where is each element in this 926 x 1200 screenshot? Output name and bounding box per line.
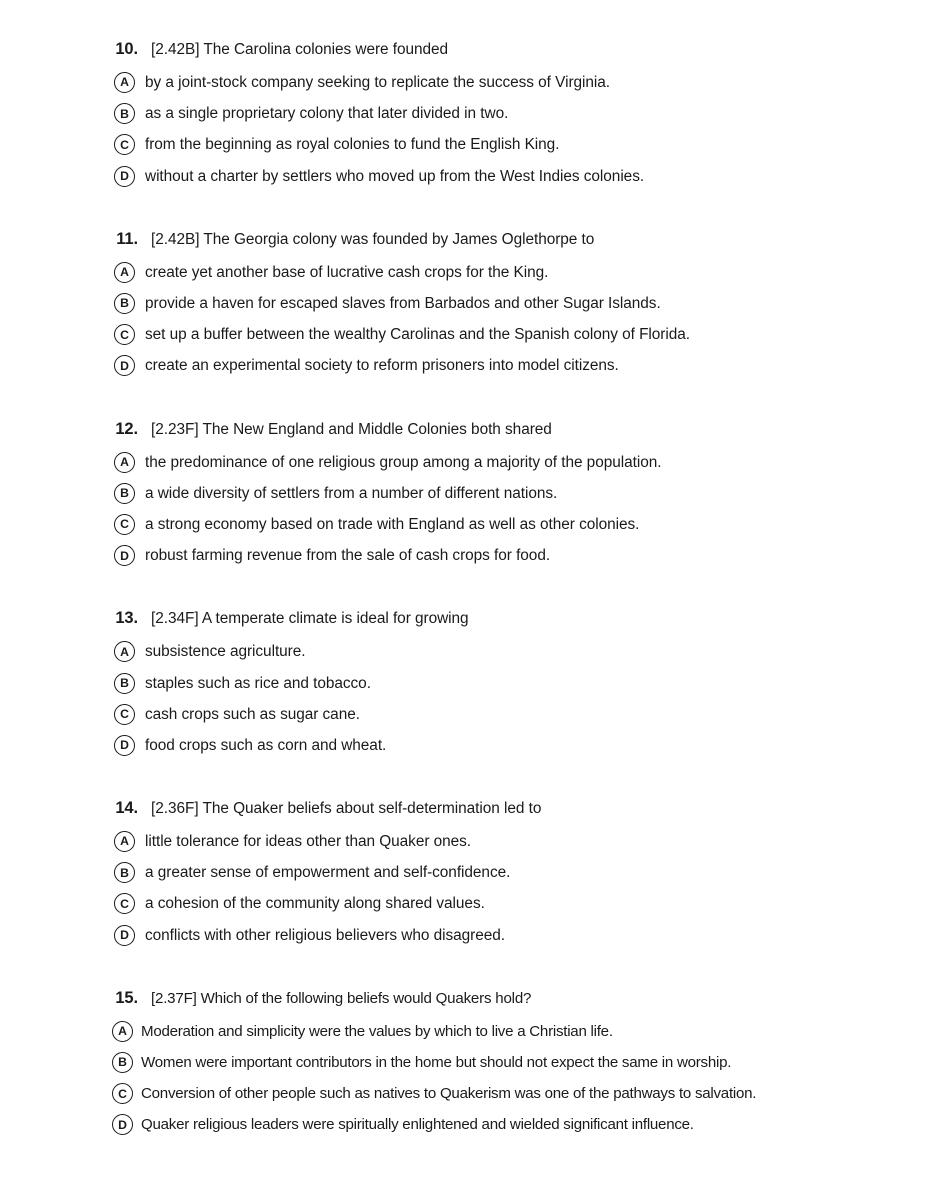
option-letter-circle[interactable]: D xyxy=(114,545,135,566)
option-letter-circle[interactable]: D xyxy=(114,925,135,946)
answer-option[interactable] xyxy=(104,540,866,571)
answer-option[interactable] xyxy=(104,730,866,761)
answer-option[interactable] xyxy=(104,319,866,350)
option-text[interactable]: Moderation and simplicity were the values by which to live a Christian life. xyxy=(141,1022,613,1040)
answer-option[interactable] xyxy=(104,1047,866,1078)
option-letter-circle[interactable]: B xyxy=(112,1052,133,1073)
option-text[interactable]: the predominance of one religious group among a majority of the population. xyxy=(145,453,662,471)
answer-option[interactable] xyxy=(104,857,866,888)
question-stem-text: [2.37F] Which of the following beliefs would Quakers hold? xyxy=(151,989,532,1007)
question-stem-row xyxy=(104,607,866,630)
option-text[interactable]: provide a haven for escaped slaves from Barbados and other Sugar Islands. xyxy=(145,295,661,313)
question-number: 15. xyxy=(115,988,138,1007)
answer-option[interactable] xyxy=(104,1016,866,1047)
option-letter-circle[interactable]: D xyxy=(114,355,135,376)
question-stem-row xyxy=(104,987,866,1010)
option-letter-circle[interactable]: C xyxy=(114,893,135,914)
question-number: 11. xyxy=(116,229,138,248)
answer-option[interactable] xyxy=(104,350,866,381)
option-text[interactable]: from the beginning as royal colonies to fund the English King. xyxy=(145,136,560,154)
question-block xyxy=(104,797,866,951)
option-letter-circle[interactable]: B xyxy=(114,673,135,694)
answer-option[interactable] xyxy=(104,257,866,288)
option-text[interactable]: food crops such as corn and wheat. xyxy=(145,736,387,754)
option-text[interactable]: a wide diversity of settlers from a number of different nations. xyxy=(145,484,558,502)
option-letter-circle[interactable]: C xyxy=(114,134,135,155)
answer-option[interactable] xyxy=(104,667,866,698)
option-text[interactable]: conflicts with other religious believers who disagreed. xyxy=(145,926,505,944)
answer-option[interactable] xyxy=(104,161,866,192)
question-stem-row xyxy=(104,797,866,820)
option-text[interactable]: as a single proprietary colony that later divided in two. xyxy=(145,105,509,123)
option-letter-circle[interactable]: B xyxy=(114,103,135,124)
option-text[interactable]: a greater sense of empowerment and self-confidence. xyxy=(145,864,511,882)
option-letter-circle[interactable]: D xyxy=(114,735,135,756)
question-block xyxy=(104,607,866,761)
answer-option[interactable] xyxy=(104,920,866,951)
option-text[interactable]: Conversion of other people such as natives to Quakerism was one of the pathways to salvation. xyxy=(141,1085,757,1103)
option-text[interactable]: Quaker religious leaders were spiritually enlightened and wielded significant influence. xyxy=(141,1116,694,1134)
question-stem-text: [2.36F] The Quaker beliefs about self-determination led to xyxy=(151,800,542,817)
option-text[interactable]: set up a buffer between the wealthy Carolinas and the Spanish colony of Florida. xyxy=(145,326,690,344)
question-stem-text: [2.42B] The Georgia colony was founded by James Oglethorpe to xyxy=(151,230,595,248)
question-stem-text: [2.23F] The New England and Middle Colonies both shared xyxy=(151,420,552,438)
option-text[interactable]: by a joint-stock company seeking to replicate the success of Virginia. xyxy=(145,74,611,92)
option-text[interactable]: little tolerance for ideas other than Quaker ones. xyxy=(145,833,472,851)
answer-option[interactable] xyxy=(104,636,866,667)
option-text[interactable]: create yet another base of lucrative cash crops for the King. xyxy=(145,263,549,281)
question-number: 10. xyxy=(115,40,138,58)
answer-option[interactable] xyxy=(104,447,866,478)
option-text[interactable]: staples such as rice and tobacco. xyxy=(145,674,371,692)
question-list xyxy=(104,38,866,1141)
option-letter-circle[interactable]: B xyxy=(114,293,135,314)
answer-option[interactable] xyxy=(104,67,866,98)
option-text[interactable]: a strong economy based on trade with England as well as other colonies. xyxy=(145,515,640,533)
option-text[interactable]: cash crops such as sugar cane. xyxy=(145,705,360,723)
answer-option[interactable] xyxy=(104,1109,866,1140)
option-letter-circle[interactable]: C xyxy=(114,514,135,535)
question-block xyxy=(104,987,866,1141)
answer-option[interactable] xyxy=(104,509,866,540)
option-letter-circle[interactable]: D xyxy=(112,1114,133,1135)
answer-option[interactable] xyxy=(104,129,866,160)
answer-option[interactable] xyxy=(104,478,866,509)
answer-option[interactable] xyxy=(104,98,866,129)
question-block xyxy=(104,38,866,192)
option-text[interactable]: without a charter by settlers who moved up from the West Indies colonies. xyxy=(145,167,645,185)
option-text[interactable]: subsistence agriculture. xyxy=(145,643,306,661)
option-text[interactable]: Women were important contributors in the home but should not expect the same in worship. xyxy=(141,1054,732,1072)
option-letter-circle[interactable]: A xyxy=(114,641,135,662)
option-letter-circle[interactable]: A xyxy=(112,1021,133,1042)
option-text[interactable]: a cohesion of the community along shared values. xyxy=(145,895,485,913)
option-letter-circle[interactable]: B xyxy=(114,483,135,504)
question-block xyxy=(104,228,866,382)
question-stem-row xyxy=(104,228,866,251)
option-letter-circle[interactable]: D xyxy=(114,166,135,187)
question-number: 13. xyxy=(115,609,138,628)
answer-option[interactable] xyxy=(104,1078,866,1109)
question-stem-row xyxy=(104,418,866,441)
option-letter-circle[interactable]: A xyxy=(114,262,135,283)
option-letter-circle[interactable]: C xyxy=(112,1083,133,1104)
answer-option[interactable] xyxy=(104,699,866,730)
question-number: 12. xyxy=(115,419,138,438)
question-stem-text: [2.34F] A temperate climate is ideal for growing xyxy=(151,610,469,628)
option-letter-circle[interactable]: A xyxy=(114,831,135,852)
answer-option[interactable] xyxy=(104,888,866,919)
option-letter-circle[interactable]: B xyxy=(114,862,135,883)
option-letter-circle[interactable]: C xyxy=(114,704,135,725)
question-stem-text: [2.42B] The Carolina colonies were founded xyxy=(151,41,449,58)
question-number: 14. xyxy=(115,799,138,817)
question-stem-row xyxy=(104,38,866,61)
answer-option[interactable] xyxy=(104,288,866,319)
option-letter-circle[interactable]: A xyxy=(114,452,135,473)
option-text[interactable]: robust farming revenue from the sale of cash crops for food. xyxy=(145,547,551,565)
option-text[interactable]: create an experimental society to reform prisoners into model citizens. xyxy=(145,357,619,375)
question-block xyxy=(104,418,866,572)
option-letter-circle[interactable]: A xyxy=(114,72,135,93)
answer-option[interactable] xyxy=(104,826,866,857)
option-letter-circle[interactable]: C xyxy=(114,324,135,345)
